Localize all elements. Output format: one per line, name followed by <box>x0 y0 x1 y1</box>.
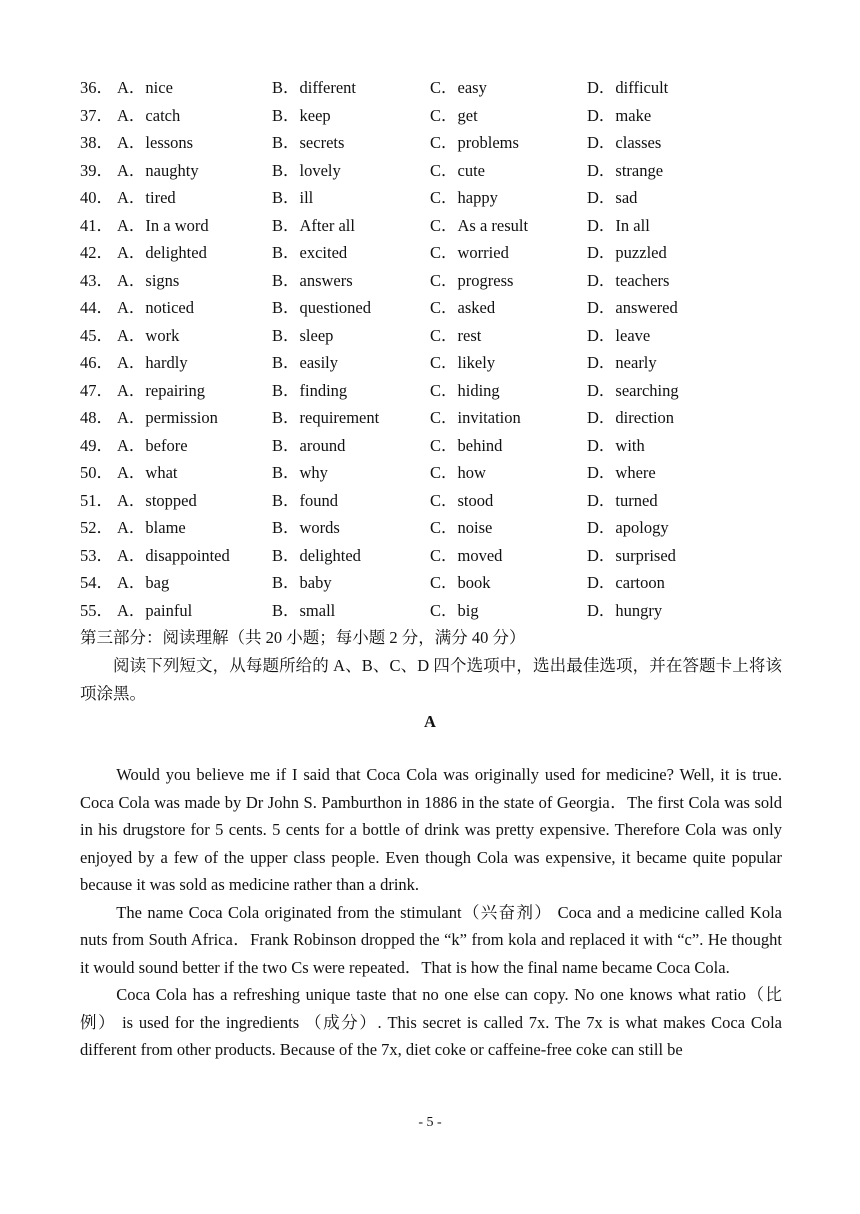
option-d: D．where <box>587 463 656 482</box>
option-c: C．As a result <box>430 215 529 235</box>
option-c: C．moved <box>430 545 503 565</box>
section-heading: 第三部分：阅读理解（共 20 小题；每小题 2 分，满分 40 分） <box>80 628 526 647</box>
question-row <box>80 239 800 267</box>
option-a: A．what <box>117 463 178 482</box>
option-d: D．cartoon <box>587 573 665 592</box>
passage-body <box>80 761 782 1064</box>
option-b: B．finding <box>272 380 348 400</box>
option-a: A．disappointed <box>117 545 230 565</box>
option-c: C．get <box>430 105 478 125</box>
option-b: B．requirement <box>272 408 380 427</box>
option-c: C．worried <box>430 243 509 262</box>
option-b: B．found <box>272 490 338 510</box>
question-number: 38． <box>80 133 113 152</box>
question-row <box>80 432 800 460</box>
option-d: D．strange <box>587 160 664 180</box>
option-a: A．blame <box>117 518 186 537</box>
option-b: B．lovely <box>272 160 341 180</box>
question-row <box>80 459 800 487</box>
question-number: 37． <box>80 105 113 125</box>
question-row <box>80 514 800 542</box>
option-c: C．big <box>430 600 479 620</box>
question-number: 36． <box>80 78 113 97</box>
question-row <box>80 74 800 102</box>
cloze-options-list <box>80 74 800 624</box>
option-d: D．nearly <box>587 353 657 372</box>
option-c: C．cute <box>430 160 485 180</box>
question-row <box>80 322 800 350</box>
passage-paragraph: Would you believe me if I said that Coca Cola was originally used for medicine? Well, it is true. Coca Cola was made by Dr John S. Pamburthon in 1886 in the state of Georgia．The first Cola was sold in his drugstore for 5 cents. 5 cents for a bottle of drink was pretty expensive. Therefore Cola was only enjoyed by a few of the upper class people. Even though Cola was expensive, it became quite popular because it was sold as medicine rather than a drink. <box>80 765 782 894</box>
option-c: C．likely <box>430 353 496 372</box>
option-a: A．painful <box>117 600 193 620</box>
option-d: D．sad <box>587 188 638 207</box>
option-b: B．After all <box>272 215 355 235</box>
question-number: 51． <box>80 490 113 510</box>
question-number: 42． <box>80 243 113 262</box>
option-a: A．repairing <box>117 380 205 400</box>
question-row <box>80 542 800 570</box>
option-a: A．hardly <box>117 353 188 372</box>
option-d: D．with <box>587 435 645 455</box>
question-number: 46． <box>80 353 113 372</box>
option-b: B．questioned <box>272 298 371 317</box>
option-a: A．lessons <box>117 133 194 152</box>
option-c: C．stood <box>430 490 494 510</box>
option-d: D．hungry <box>587 600 663 620</box>
option-c: C．book <box>430 573 491 592</box>
question-row <box>80 377 800 405</box>
passage-paragraph: Coca Cola has a refreshing unique taste that no one else can copy. No one knows what ratio（比例） is used for the ingredients （成分）. This secret is called 7x. The 7x is what makes Coca Cola different from other products. Because of the 7x, diet coke or caffeine-free coke can still be <box>80 985 782 1059</box>
option-c: C．asked <box>430 298 496 317</box>
question-number: 41． <box>80 215 113 235</box>
question-number: 55． <box>80 600 113 620</box>
option-a: A．stopped <box>117 490 197 510</box>
section-instructions: 阅读下列短文，从每题所给的 A、B、C、D 四个选项中，选出最佳选项，并在答题卡上将该项涂黑。 <box>80 656 782 703</box>
option-c: C．progress <box>430 270 514 290</box>
option-a: A．work <box>117 325 180 345</box>
option-a: A．catch <box>117 105 181 125</box>
question-row <box>80 184 800 212</box>
question-row <box>80 129 800 157</box>
option-d: D．searching <box>587 380 679 400</box>
option-d: D．leave <box>587 325 651 345</box>
option-a: A．tired <box>117 188 176 207</box>
option-a: A．naughty <box>117 160 199 180</box>
option-d: D．teachers <box>587 270 670 290</box>
option-d: D．puzzled <box>587 243 667 262</box>
option-c: C．noise <box>430 518 493 537</box>
question-row <box>80 487 800 515</box>
option-c: C．rest <box>430 325 482 345</box>
option-c: C．easy <box>430 78 487 97</box>
option-d: D．direction <box>587 408 675 427</box>
question-row <box>80 404 800 432</box>
option-c: C．problems <box>430 133 519 152</box>
question-number: 48． <box>80 408 113 427</box>
question-number: 39． <box>80 160 113 180</box>
option-c: C．invitation <box>430 408 521 427</box>
option-b: B．sleep <box>272 325 334 345</box>
question-row <box>80 267 800 295</box>
passage-title: A <box>424 712 436 731</box>
question-number: 45． <box>80 325 113 345</box>
option-b: B．around <box>272 435 346 455</box>
option-a: A．signs <box>117 270 180 290</box>
option-a: A．permission <box>117 408 218 427</box>
option-b: B．ill <box>272 188 314 207</box>
option-c: C．behind <box>430 435 503 455</box>
question-number: 44． <box>80 298 113 317</box>
question-number: 52． <box>80 518 113 537</box>
question-number: 40． <box>80 188 113 207</box>
question-number: 54． <box>80 573 113 592</box>
question-number: 49． <box>80 435 113 455</box>
option-b: B．why <box>272 463 328 482</box>
option-b: B．baby <box>272 573 332 592</box>
option-b: B．different <box>272 78 357 97</box>
question-row <box>80 157 800 185</box>
question-row <box>80 569 800 597</box>
option-c: C．happy <box>430 188 498 207</box>
option-c: C．hiding <box>430 380 500 400</box>
question-number: 53． <box>80 545 113 565</box>
option-a: A．noticed <box>117 298 194 317</box>
question-row <box>80 597 800 625</box>
option-d: D．turned <box>587 490 658 510</box>
option-b: B．delighted <box>272 545 361 565</box>
option-d: D．surprised <box>587 545 676 565</box>
passage-paragraph: The name Coca Cola originated from the stimulant（兴奋剂） Coca and a medicine called Kola nuts from South Africa．Frank Robinson dropped the “k” from kola and replaced it with “c”. He thought it would sound better if the two Cs were repeated．That is how the final name became Coca Cola. <box>80 902 782 977</box>
question-row <box>80 212 800 240</box>
option-d: D．make <box>587 105 652 125</box>
question-number: 50． <box>80 463 113 482</box>
option-d: D．In all <box>587 215 650 235</box>
option-b: B．excited <box>272 243 348 262</box>
question-row <box>80 349 800 377</box>
option-b: B．answers <box>272 270 353 290</box>
option-d: D．classes <box>587 133 662 152</box>
option-b: B．keep <box>272 105 331 125</box>
option-d: D．answered <box>587 298 678 317</box>
question-row <box>80 102 800 130</box>
option-b: B．secrets <box>272 133 345 152</box>
question-number: 47． <box>80 380 113 400</box>
option-a: A．bag <box>117 573 170 592</box>
option-b: B．small <box>272 600 336 620</box>
option-b: B．easily <box>272 353 338 372</box>
option-d: D．difficult <box>587 78 669 97</box>
option-c: C．how <box>430 463 486 482</box>
option-a: A．delighted <box>117 243 207 262</box>
option-b: B．words <box>272 518 340 537</box>
option-d: D．apology <box>587 518 669 537</box>
option-a: A．nice <box>117 78 173 97</box>
option-a: A．In a word <box>117 215 209 235</box>
question-row <box>80 294 800 322</box>
question-number: 43． <box>80 270 113 290</box>
page-number: - 5 - <box>418 1115 442 1130</box>
option-a: A．before <box>117 435 188 455</box>
